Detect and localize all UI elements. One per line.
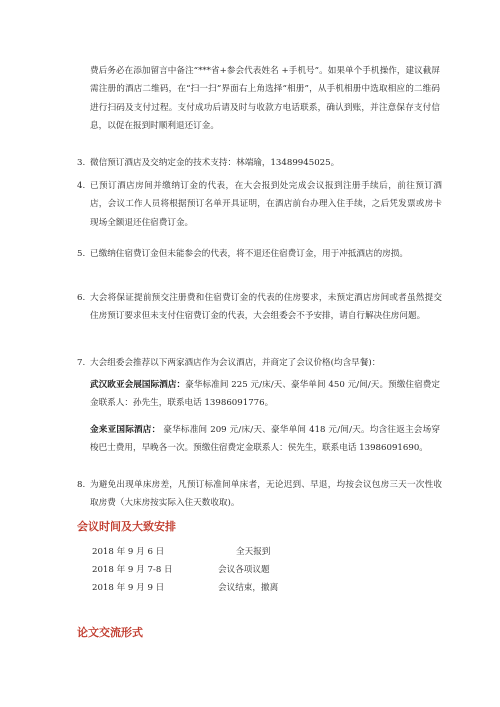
item-number: 5.: [77, 249, 86, 259]
list-item-7: [77, 354, 442, 372]
item-text: 微信预订酒店及交纳定金的技术支持：林端瑜，13489945025。: [90, 158, 340, 168]
item-number: 7.: [77, 358, 86, 368]
item-text: 已缴纳住宿费订金但未能参会的代表，将不退还住宿费订金，用于冲抵酒店的房损。: [90, 249, 408, 259]
list-item-8: [77, 476, 442, 513]
hotel-details: 豪华标准间 225 元/床/天、豪华单间 450 元/间/天。预缴住宿费定金联系人：孙先生，联系电话 13986091776。: [90, 380, 440, 409]
list-item-4: [77, 177, 442, 232]
schedule-event: 会议各项议题: [218, 565, 270, 575]
item-number: 4.: [77, 181, 86, 191]
hotel-entry: [90, 421, 440, 458]
list-item-3: [77, 154, 442, 172]
intro-paragraph: 费后务必在添加留言中备注“***省+参会代表姓名 +手机号”。如果单个手机操作，建议截屏需注册的酒店二维码，在“扫一扫”界面右上角选择“相册”，从手机相册中选取相应的二维码进行扫码及支付过程。支付成功后请及时与收款方电话联系，确认到账，并注意保存支付信息，以促在报到时顺利退还订金。: [90, 66, 440, 132]
schedule-date: 2018 年 9 月 6 日: [92, 547, 165, 557]
schedule-event: 全天报到: [236, 547, 271, 557]
section-heading-papers: 论文交流形式: [77, 626, 143, 639]
hotel-name: 金来亚国际酒店：: [90, 425, 161, 435]
hotel-name: 武汉欧亚会展国际酒店：: [90, 380, 186, 390]
item-text: 已预订酒店房间并缴纳订金的代表，在大会报到处完成会议报到注册手续后，前往预订酒店，会议工作人员将根据预订名单开具证明，在酒店前台办理入住手续，之后凭发票或房卡现场全额退还住宿费订金。: [90, 181, 442, 228]
item-text: 为避免出现单床房差，凡预订标准间单床者，无论迟到、早退，均按会议包房三天一次性收取房费（大床房按实际入住天数收取)。: [90, 480, 442, 509]
list-item-6: [77, 289, 442, 326]
section-heading-schedule: 会议时间及大致安排: [77, 520, 176, 533]
schedule-date: 2018 年 9 月 9 日: [92, 583, 165, 593]
hotel-entry: [90, 376, 440, 413]
item-number: 6.: [77, 293, 86, 303]
schedule-event: 会议结束，撤离: [218, 583, 279, 593]
item-number: 3.: [77, 158, 86, 168]
schedule-date: 2018 年 9 月 7-8 日: [92, 565, 173, 575]
item-text: 大会将保证提前预交注册费和住宿费订金的代表的住房要求，未预定酒店房间或者虽然提交住房预订要求但未支付住宿费订金的代表，大会组委会不予安排，请自行解决住房问题。: [90, 293, 442, 322]
list-item-5: [77, 245, 442, 263]
item-text: 大会组委会推荐以下两家酒店作为会议酒店，并商定了会议价格(均含早餐)：: [90, 358, 381, 368]
hotel-details: 豪华标准间 209 元/床/天、豪华单间 418 元/间/天。均含往返主会场穿梭巴士费用，早晚各一次。预缴住宿费定金联系人：侯先生，联系电话 13986091690。: [90, 425, 440, 454]
item-number: 8.: [77, 480, 86, 490]
